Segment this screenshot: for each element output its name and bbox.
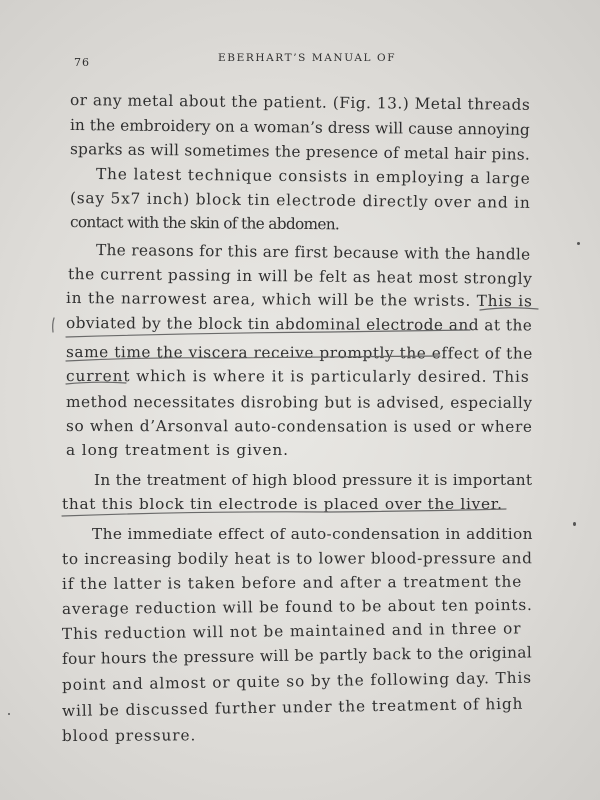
- text-line: if the latter is taken before and after a treatment the: [61, 572, 523, 593]
- text-line: or any metal about the patient. (Fig. 13.) Metal threads: [69, 91, 531, 114]
- text-line: obviated by the block tin abdominal electrode and at the: [65, 314, 533, 335]
- page-speck: [573, 522, 576, 526]
- text-line: point and almost or quite so by the following day. This: [61, 668, 533, 694]
- text-line: The immediate effect of auto-condensation in addition: [92, 525, 533, 543]
- text-line: In the treatment of high blood pressure it is important: [94, 471, 533, 489]
- text-line: the current passing in will be felt as heat most strongly: [67, 265, 533, 288]
- text-line: contact with the skin of the abdomen.: [69, 213, 340, 234]
- text-line: so when d’Arsonval auto-condensation is used or where: [65, 417, 533, 436]
- text-line: blood pressure.: [61, 726, 197, 745]
- text-line: The latest technique consists in employing a large: [95, 165, 531, 188]
- text-line: a long treatment is given.: [66, 441, 289, 459]
- running-title: EBERHART’S MANUAL OF: [218, 52, 397, 64]
- text-line: average reduction will be found to be about ten points.: [61, 595, 533, 618]
- text-line: to increasing bodily heat is to lower blood-pressure and: [61, 549, 533, 568]
- text-line: will be discussed further under the treatment of high: [61, 694, 524, 720]
- text-line: (say 5x7 inch) block tin electrode directly over and in: [69, 189, 531, 212]
- text-line: current which is where it is particularly desired. This: [65, 367, 530, 386]
- text-line: in the embroidery on a woman’s dress will cause annoying: [69, 116, 530, 139]
- text-line: four hours the pressure will be partly back to the original: [61, 643, 533, 668]
- text-line: that this block tin electrode is placed over the liver.: [62, 495, 503, 513]
- text-line: method necessitates disrobing but is advised, especially: [65, 393, 533, 412]
- page-number: 76: [74, 56, 90, 69]
- text-line: The reasons for this are first because with the handle: [95, 241, 531, 264]
- text-line: in the narrowest area, which will be the wrists. This is: [65, 289, 533, 311]
- text-line: This reduction will not be maintained and in three or: [61, 619, 522, 643]
- text-line: sparks as will sometimes the presence of metal hair pins.: [69, 140, 531, 164]
- page-speck: [8, 713, 10, 715]
- text-line: same time the viscera receive promptly the effect of the: [65, 343, 533, 363]
- page-speck: [577, 242, 580, 245]
